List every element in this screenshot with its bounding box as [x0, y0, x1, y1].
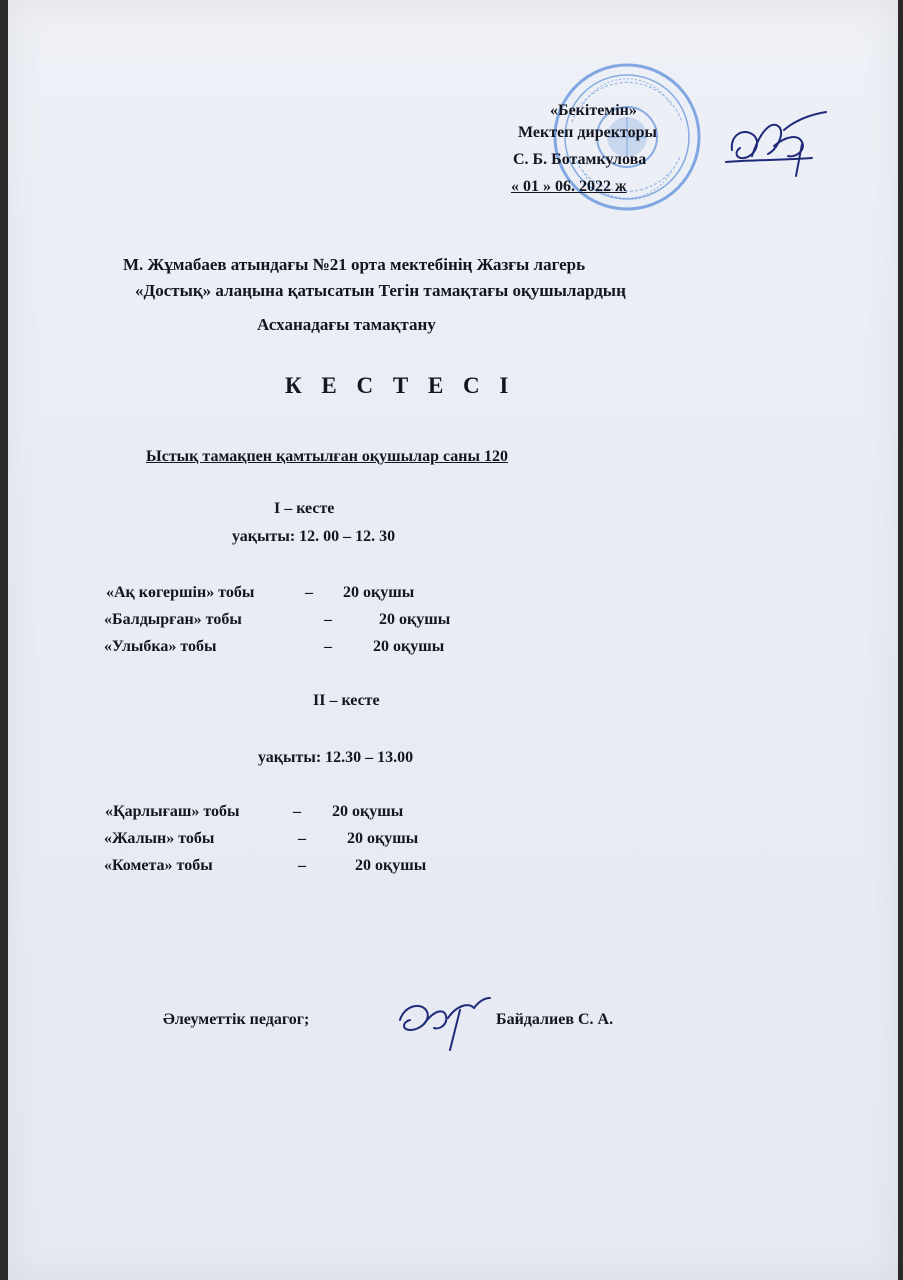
- document-page: [8, 0, 898, 1280]
- schedule-2-time: уақыты: 12.30 – 13.00: [258, 749, 414, 766]
- approval-position: Мектеп директоры: [518, 124, 657, 141]
- schedule-1-group-1-name: «Ақ көгершін» тобы: [106, 584, 255, 601]
- schedule-2-group-1-count: 20 оқушы: [332, 803, 404, 820]
- schedule-2-group-1-name: «Қарлығаш» тобы: [105, 803, 240, 820]
- schedule-1-group-2-dash: –: [324, 611, 332, 628]
- schedule-2-group-2-dash: –: [298, 830, 306, 847]
- heading-line-1: М. Жұмабаев атындағы №21 орта мектебінің Жазғы лагерь: [123, 255, 586, 274]
- schedule-1-time: уақыты: 12. 00 – 12. 30: [232, 528, 396, 545]
- schedule-2-group-1-dash: –: [293, 803, 301, 820]
- approval-label: «Бекітемін»: [550, 102, 637, 119]
- document-title: К Е С Т Е С І: [285, 373, 516, 398]
- students-summary: Ыстық тамақпен қамтылған оқушылар саны 120: [146, 448, 509, 465]
- footer-name: Байдалиев С. А.: [496, 1011, 614, 1028]
- schedule-2-label: II – кесте: [313, 692, 380, 709]
- schedule-2-group-3-name: «Комета» тобы: [104, 857, 213, 874]
- footer-role: Әлеуметтік педагог;: [163, 1011, 310, 1028]
- heading-line-3: Асханадағы тамақтану: [257, 315, 436, 334]
- schedule-1-group-3-count: 20 оқушы: [373, 638, 445, 655]
- heading-line-2: «Достық» алаңына қатысатын Тегін тамақтағы оқушылардың: [135, 281, 626, 300]
- schedule-1-group-1-count: 20 оқушы: [343, 584, 415, 601]
- approval-date: « 01 » 06. 2022 ж: [511, 178, 627, 195]
- schedule-2-group-3-dash: –: [298, 857, 306, 874]
- schedule-1-group-2-name: «Балдырған» тобы: [104, 611, 242, 628]
- schedule-1-group-2-count: 20 оқушы: [379, 611, 451, 628]
- approval-name: С. Б. Ботамкулова: [513, 151, 647, 168]
- schedule-1-group-1-dash: –: [305, 584, 313, 601]
- schedule-2-group-2-name: «Жалын» тобы: [104, 830, 215, 847]
- schedule-1-group-3-dash: –: [324, 638, 332, 655]
- schedule-2-group-2-count: 20 оқушы: [347, 830, 419, 847]
- schedule-1-label: I – кесте: [274, 500, 335, 517]
- schedule-1-group-3-name: «Улыбка» тобы: [104, 638, 217, 655]
- schedule-2-group-3-count: 20 оқушы: [355, 857, 427, 874]
- director-signature: [722, 106, 832, 182]
- pedagogue-signature: [394, 990, 494, 1054]
